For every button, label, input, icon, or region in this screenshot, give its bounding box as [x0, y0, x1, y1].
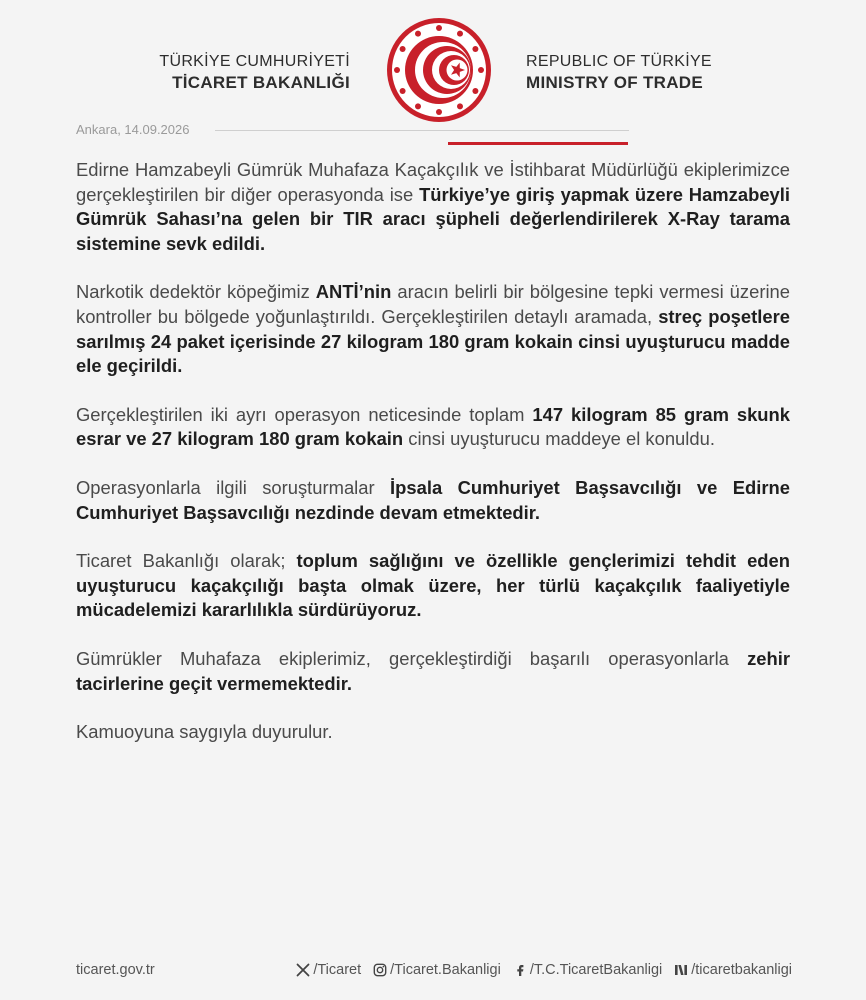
social-handle: /T.C.TicaretBakanligi: [529, 962, 663, 978]
social-handle: /ticaretbakanligi: [691, 962, 792, 978]
paragraph-3: [76, 403, 790, 452]
paragraph-5: [76, 549, 790, 623]
emphasis-text: İpsala Cumhuriyet Başsavcılığı ve Edirne Cumhuriyet Başsavcılığı nezdinde devam etmektedir.: [76, 476, 790, 523]
letterhead: [0, 0, 866, 150]
emphasis-text: streç poşetlere sarılmış 24 paket içerisinde 27 kilogram 180 gram kokain cinsi uyuşturucu madde ele geçirildi.: [76, 305, 790, 377]
emphasis-text: toplum sağlığını ve özellikle gençlerimizi tehdit eden uyuşturucu kaçakçılığı başta olmak üzere, her türlü kaçakçılık faaliyetiyle mücadelemizi kararlılıkla sürdürüyoruz.: [76, 550, 790, 621]
org-en-line1: REPUBLIC OF TÜRKİYE: [526, 53, 712, 70]
emphasis-text: zehir tacirlerine geçit vermemektedir.: [76, 647, 790, 694]
emphasis-text: 147 kilogram 85 gram skunk esrar ve 27 kilogram 180 gram kokain: [76, 403, 790, 450]
org-en-line2: MINISTRY OF TRADE: [526, 73, 703, 92]
org-tr-line1: TÜRKİYE CUMHURİYETİ: [159, 53, 350, 70]
body-text: Gümrükler Muhafaza ekiplerimiz, gerçekleştirdiği başarılı operasyonlarla: [76, 647, 748, 669]
paragraph-2: [76, 280, 790, 378]
social-links: [296, 962, 792, 978]
body-text: cinsi uyuşturucu maddeye el konuldu.: [403, 428, 715, 450]
org-name-english: [526, 52, 766, 94]
header-divider: [215, 130, 629, 131]
x-icon: [296, 963, 310, 977]
org-tr-line2: TİCARET BAKANLIĞI: [172, 73, 350, 92]
paragraph-4: [76, 476, 790, 525]
instagram-icon: [373, 963, 387, 977]
paragraph-1: [76, 158, 790, 256]
paragraph-7: [76, 720, 790, 745]
social-link-nsosyal[interactable]: [674, 962, 792, 978]
press-release-body: [76, 158, 790, 769]
facebook-icon: [513, 963, 527, 977]
website-link[interactable]: ticaret.gov.tr: [76, 962, 155, 978]
social-link-x[interactable]: [296, 962, 361, 978]
body-text: Operasyonlarla ilgili soruşturmalar: [76, 476, 391, 498]
paragraph-6: [76, 647, 790, 696]
emphasis-text: ANTİ’nin: [315, 281, 392, 303]
body-text: Narkotik dedektör köpeğimiz: [76, 281, 316, 303]
org-name-turkish: [120, 52, 350, 94]
footer: [76, 960, 792, 984]
body-text: Kamuoyuna saygıyla duyurulur.: [76, 721, 333, 743]
body-text: Gerçekleştirilen iki ayrı operasyon neticesinde toplam: [76, 403, 533, 425]
body-text: Edirne Hamzabeyli Gümrük Muhafaza Kaçakçılık ve İstihbarat Müdürlüğü ekiplerimizce gerçekleştirilen bir diğer operasyonda ise: [76, 159, 790, 205]
social-handle: /Ticaret: [313, 962, 362, 978]
emphasis-text: Türkiye’ye giriş yapmak üzere Hamzabeyli Gümrük Sahası’na gelen bir TIR aracı şüpheli değerlendirilerek X-Ray tarama sistemine sevk edildi.: [76, 183, 790, 254]
body-text: aracın belirli bir bölgesine tepki vermesi üzerine kontroller bu bölgede yoğunlaştırıldı. Gerçekleştirilen detaylı aramada,: [76, 281, 790, 327]
nsosyal-icon: [674, 963, 688, 977]
social-link-instagram[interactable]: [373, 962, 501, 978]
body-text: Ticaret Bakanlığı olarak;: [76, 550, 297, 572]
header-accent-bar: [448, 142, 628, 145]
social-link-facebook[interactable]: [513, 962, 662, 978]
crescent-star-emblem-icon: [385, 16, 493, 124]
social-handle: /Ticaret.Bakanligi: [390, 962, 501, 978]
dateline: Ankara, 14.09.2026: [76, 122, 190, 137]
